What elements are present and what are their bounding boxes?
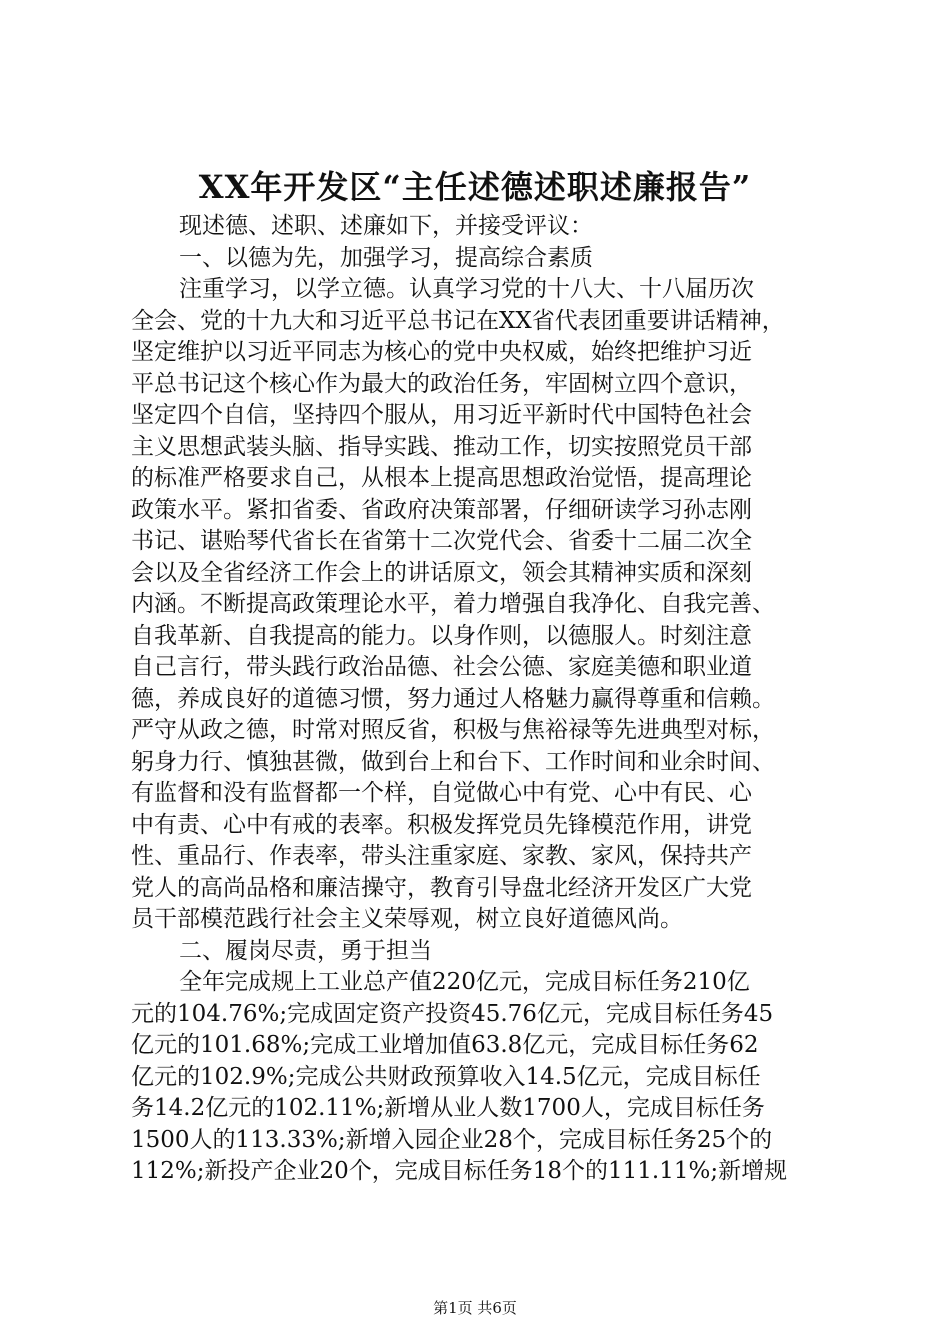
body-line: 内涵。不断提高政策理论水平，着力增强自我净化、自我完善、 bbox=[131, 591, 775, 617]
body-line: 主义思想武装头脑、指导实践、推动工作，切实按照党员干部 bbox=[131, 433, 752, 460]
body-line: 书记、谌贻琴代省长在省第十二次党代会、省委十二届二次全 bbox=[131, 528, 752, 554]
body-line: 亿元的102.9%;完成公共财政预算收入14.5亿元，完成目标任 bbox=[131, 1063, 761, 1090]
body-line: 躬身力行、慎独甚微，做到台上和台下、工作时间和业余时间、 bbox=[131, 748, 775, 775]
body-line: 的标准严格要求自己，从根本上提高思想政治觉悟，提高理论 bbox=[131, 465, 752, 491]
body-line: 性、重品行、作表率，带头注重家庭、家教、家风，保持共产 bbox=[131, 843, 752, 869]
body-line: 自己言行，带头践行政治品德、社会公德、家庭美德和职业道 bbox=[131, 654, 752, 680]
body-line: 全年完成规上工业总产值220亿元，完成目标任务210亿 bbox=[179, 969, 750, 995]
page-footer: 第1页 共6页 bbox=[433, 1299, 517, 1317]
body-line: 坚定四个自信，坚持四个服从，用习近平新时代中国特色社会 bbox=[131, 402, 752, 428]
body-line: 党人的高尚品格和廉洁操守，教育引导盘北经济开发区广大党 bbox=[131, 874, 752, 901]
body-line: 元的104.76%;完成固定资产投资45.76亿元，完成目标任务45 bbox=[131, 1000, 774, 1027]
body-line: 自我革新、自我提高的能力。以身作则，以德服人。时刻注意 bbox=[131, 622, 752, 649]
body-line: 亿元的101.68%;完成工业增加值63.8亿元，完成目标任务62 bbox=[131, 1032, 759, 1058]
body-line: 平总书记这个核心作为最大的政治任务，牢固树立四个意识， bbox=[131, 370, 752, 397]
body-line: 中有责、心中有戒的表率。积极发挥党员先锋模范作用，讲党 bbox=[131, 811, 752, 838]
body-line: 注重学习，以学立德。认真学习党的十八大、十八届历次 bbox=[179, 276, 754, 302]
document-title: XX年开发区“主任述德述职述廉报告” bbox=[198, 168, 752, 206]
body-line: 德，养成良好的道德习惯，努力通过人格魅力赢得尊重和信赖。 bbox=[131, 685, 775, 712]
document-body bbox=[131, 211, 831, 1188]
body-line: 1500人的113.33%;新增入园企业28个，完成目标任务25个的 bbox=[131, 1126, 773, 1153]
body-line: 政策水平。紧扣省委、省政府决策部署，仔细研读学习孙志刚 bbox=[131, 496, 752, 523]
body-line: 会以及全省经济工作会上的讲话原文，领会其精神实质和深刻 bbox=[131, 559, 752, 586]
body-line: 严守从政之德，时常对照反省，积极与焦裕禄等先进典型对标， bbox=[131, 717, 775, 743]
body-line: 全会、党的十九大和习近平总书记在XX省代表团重要讲话精神， bbox=[131, 307, 785, 334]
body-line: 员干部模范践行社会主义荣辱观，树立良好道德风尚。 bbox=[131, 906, 683, 932]
body-line: 有监督和没有监督都一个样，自觉做心中有党、心中有民、心 bbox=[131, 780, 752, 806]
section-heading: 一、以德为先，加强学习，提高综合素质 bbox=[179, 244, 593, 271]
body-line: 现述德、述职、述廉如下，并接受评议： bbox=[179, 213, 593, 239]
body-line: 务14.2亿元的102.11%;新增从业人数1700人，完成目标任务 bbox=[131, 1095, 765, 1121]
body-line: 坚定维护以习近平同志为核心的党中央权威，始终把维护习近 bbox=[131, 339, 752, 365]
section-heading: 二、履岗尽责，勇于担当 bbox=[179, 937, 432, 964]
body-line: 112%;新投产企业20个，完成目标任务18个的111.11%;新增规 bbox=[131, 1158, 788, 1184]
